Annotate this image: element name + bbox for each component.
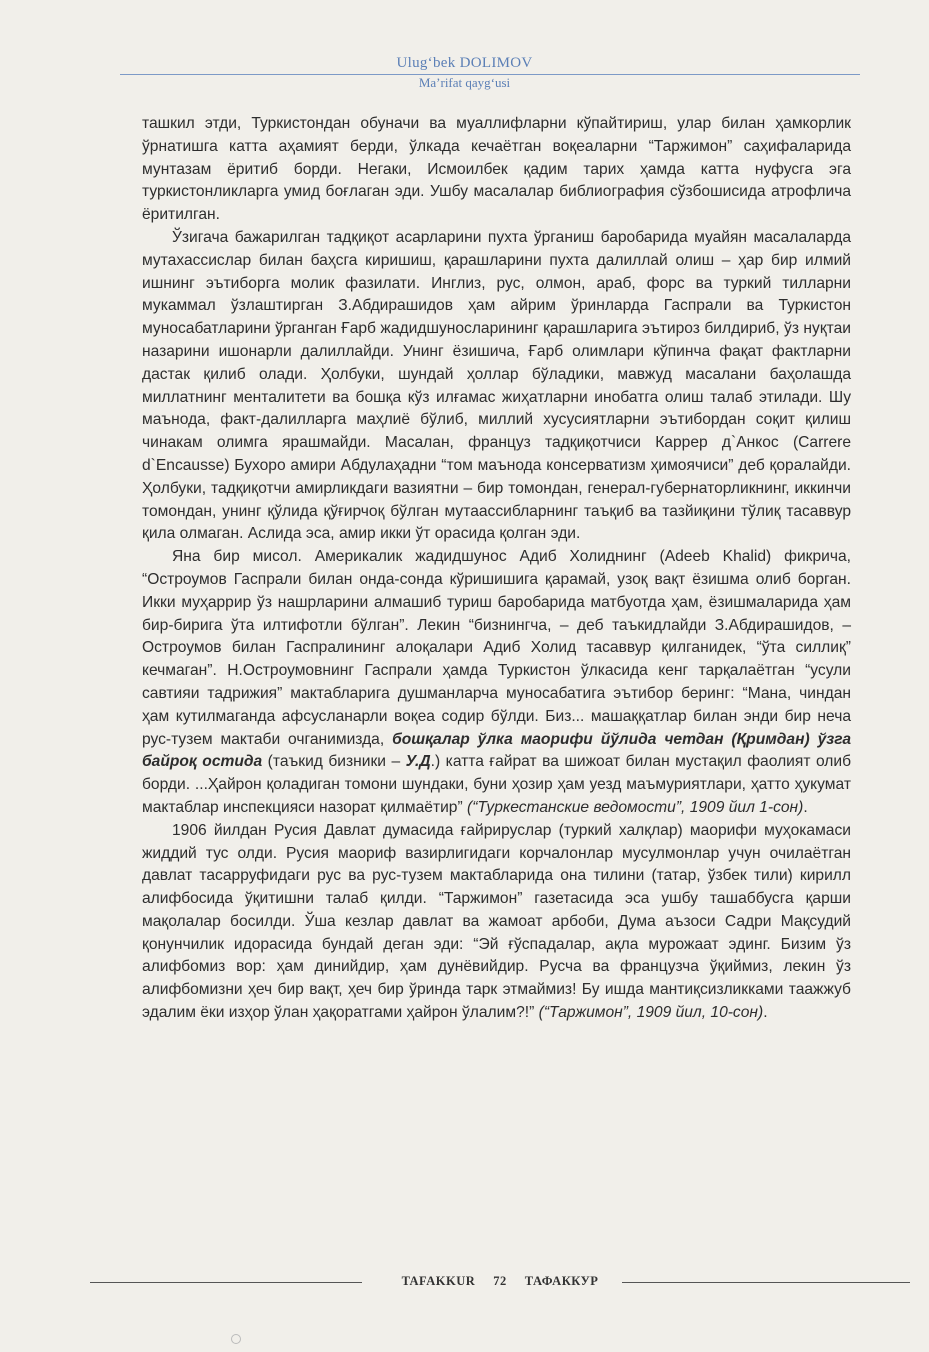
page-number: 72 [493, 1274, 507, 1288]
paragraph-1: ташкил этди, Туркистондан обуначи ва муаллифларни кўпайтириш, улар билан ҳамкорлик ўрнатишга катта аҳамият берди, ўлкада кечаётган воқеаларни “Таржимон” саҳифаларида мунтазам ёритиб борди. Негаки, Исмоилбек қадим тарих ҳамда катта нуфусга эга туркистонликларга умид боғлаган эди. Ушбу масалалар библиография сўзбошисида атрофлича ёритилган. [142, 115, 851, 224]
paragraph-3 [142, 546, 851, 820]
header-subtitle: Ma’rifat qayg‘usi [418, 75, 511, 90]
footer-journal-cyrillic: ТАФАККУР [524, 1274, 599, 1288]
article-body [142, 113, 851, 1025]
p4-citation: (“Таржимон”, 1909 йил, 10-сон) [538, 1004, 764, 1022]
p3-text-2: (таъкид бизники – [262, 753, 406, 771]
header-author: Ulug‘bek DOLIMOV [396, 55, 533, 71]
p4-end: . [763, 1004, 768, 1022]
p3-text-1: Яна бир мисол. Америкалик жадидшунос Адиб Холиднинг (Adeeb Khalid) фикрича, “Остроумов Гаспрали билан онда-сонда кўришишига қарамай, узоқ вақт ёзишма олиб борган. Икки муҳаррир ўз нашрларини алмашиб туриш баробарида матбуотда ҳам, ёзишмаларида ҳам бир-бирига ўта илтифотли бўлган”. Лекин “бизнингча, – деб таъкидлайди З.Абдирашидов, – Остроумов билан Гаспралининг алоқалари Адиб Холид тасаввур қилганидек, “ўта силлиқ” кечмаган”. Н.Остроумовнинг Гаспрали ҳамда Туркистон ўлкасида кенг тарқалаётган “усули савтияи тадрижия” мактабларига душманларча муносабатига эътибор беринг: “Мана, чиндан ҳам кутилмаганда афсусланарли воқеа содир бўлди. Биз... машаққатлар билан энди бир неча рус-тузем мактаби очганимизда, [142, 548, 851, 748]
paragraph-2: Ўзигача бажарилган тадқиқот асарларини пухта ўрганиш баробарида муайян масалаларда мутахассислар билан баҳсга киришиш, қарашларини пухта далиллай олиш – ҳар бир илмий ишнинг эътиборга молик фазилати. Инглиз, рус, олмон, араб, форс ва туркий тилларни мукаммал ўзлаштирган З.Абдирашидов ҳам айрим ўринларда Гаспрали ва Туркистон муносабатларини ўрганган Ғарб жадидшуносларининг қарашларига эътироз билдириб, ўз нуқтаи назарини ишонарли далиллайди. Унинг ёзишича, Ғарб олимлари кўпинча фақат фактларни дастак қилиб олади. Ҳолбуки, шундай ҳоллар бўладики, мавжуд масалани баҳолашда миллатнинг менталитети ва бошқа кўз илғамас жиҳатларни инобатга олиш талаб этилади. Шу маънода, факт-далилларга маҳлиё бўлиб, миллий хусусиятларни эътибордан соқит қилиш чинакам олимга ярашмайди. Масалан, француз тадқиқотчиси Каррер д`Анкос (Carrere d`Encausse) Бухоро амири Абдулаҳадни “том маънода консерватизм ҳимоячиси” деб қоралайди. Ҳолбуки, тадқиқотчи амирликдаги вазиятни – бир томондан, генерал-губернаторликнинг, иккинчи томондан, унинг қўлида қўғирчоқ бўлган мутаассибларнинг таъқиб ва тазйиқини тўлиқ тасаввур қила олмаган. Аслида эса, амир икки ўт орасида қолган эди. [142, 228, 851, 543]
page-footer [90, 1271, 910, 1291]
running-header [0, 54, 929, 91]
p3-citation: (“Туркестанские ведомости”, 1909 йил 1-сон) [467, 798, 804, 816]
header-rule [120, 74, 860, 75]
scan-mark [231, 1334, 241, 1344]
p4-text: 1906 йилдан Русия Давлат думасида ғайрируслар (туркий халқлар) маорифи муҳокамаси жиддий тус олди. Русия маориф вазирлигидаги корчалонлар мусулмонлар учун очилаётган давлат тасарруфидаги рус ва рус-тузем мактабларида она тилини (татар, ўзбек тили) кирилл алифбосида ўқитишни талаб қилди. “Таржимон” газетасида эса ушбу ташаббусга қарши мақолалар босилди. Ўша кезлар давлат ва жамоат арбоби, Дума аъзоси Садри Мақсудий қонунчилик идорасида бундай деган эди: “Эй ғўспадалар, ақла мурожаат эдинг. Бизим ўз алифбомиз вор: ҳам динийдир, ҳам дунёвийдир. Русча ва французча ўқиймиз, лекин ўз алифбомизни ҳеч бир вақт, ҳеч бир ўринда тарк этмаймиз! Бу ишда мантиқсизликками таажжуб эдалим ёки изҳор ўлан ҳақоратгами ҳайрон ўлалим?!” [142, 821, 851, 1022]
p3-end: . [803, 798, 808, 816]
footer-text [90, 1271, 910, 1291]
p3-emphasis: бошқалар ўлка маорифи йўлида четдан (Қримдан) ўзга байроқ остида [142, 730, 851, 771]
paragraph-4 [142, 820, 851, 1025]
p3-text-3: .) катта ғайрат ва шижоат билан мустақил фаолият олиб борди. ...Ҳайрон қоладиган томони шундаки, буни ҳозир ҳам уезд маъмуриятлари, ҳатто ҳукумат мактаблар инспекцияси назорат қилмаётир” [142, 753, 852, 816]
p3-initials: У.Д [405, 753, 431, 771]
footer-journal-latin: TAFAKKUR [401, 1274, 476, 1288]
